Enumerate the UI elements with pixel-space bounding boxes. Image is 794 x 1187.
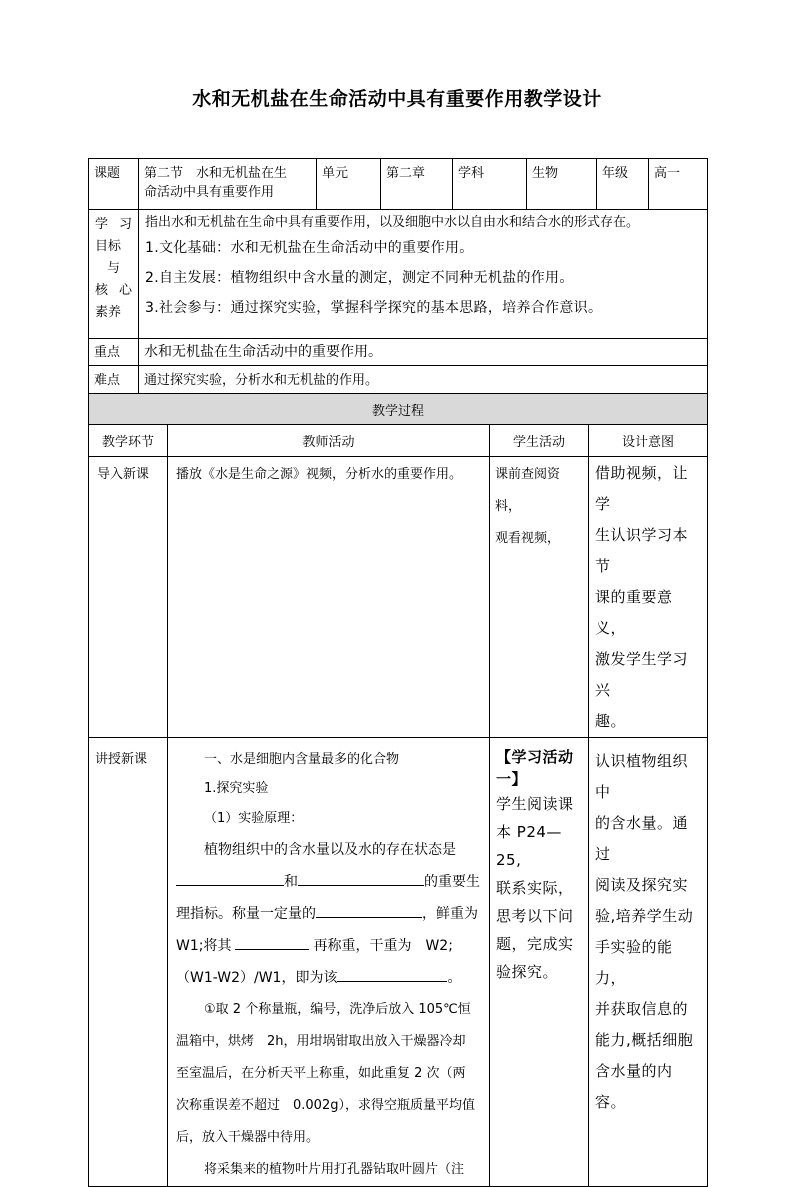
intro-intent-line: 课的重要意义， xyxy=(595,588,673,637)
principle-text: ，鲜重为 xyxy=(422,906,478,922)
lecture-intent-line: 验,培养学生动 xyxy=(595,907,694,925)
fill-blank[interactable] xyxy=(298,869,424,886)
intro-teacher: 播放《水是生命之源》视频，分析水的重要作用。 xyxy=(168,457,490,738)
goals-label-line: 目标 xyxy=(95,239,122,254)
method-line: 温箱中，烘烤 2h，用坩埚钳取出放入干燥器冷却 xyxy=(176,1034,466,1049)
lecture-sub1: 1.探究实验 xyxy=(204,781,269,796)
column-header-row xyxy=(89,425,708,457)
lecture-student-line: 一】 xyxy=(496,770,528,788)
method-line: 将采集来的植物叶片用打孔器钻取叶圆片（注 xyxy=(204,1162,465,1177)
principle-text: W1;将其 xyxy=(176,938,232,954)
intro-intent xyxy=(589,457,708,738)
principle-line xyxy=(176,962,481,994)
lecture-teacher xyxy=(168,738,490,1187)
fill-blank[interactable] xyxy=(235,933,309,950)
principle-text: 植物组织中的含水量以及水的存在状态是 xyxy=(204,842,456,858)
subject-label: 学科 xyxy=(453,159,527,210)
topic-row xyxy=(89,159,708,210)
goals-row xyxy=(89,210,708,339)
info-table xyxy=(88,158,708,394)
lecture-sub2: （1）实验原理： xyxy=(204,811,304,826)
lecture-intent-line: 的含水量。通过 xyxy=(595,814,689,863)
goals-label-line: 核 心 xyxy=(95,283,132,298)
goal-item: 2.自主发展：植物组织中含水量的测定，测定不同种无机盐的作用。 xyxy=(145,270,574,286)
intro-intent-line: 激发学生学习兴 xyxy=(595,650,689,699)
col-header-stage: 教学环节 xyxy=(89,425,168,457)
goals-content xyxy=(139,210,708,339)
lecture-intent-line: 含水量的内容。 xyxy=(595,1062,673,1111)
method-line: 至室温后，在分析天平上称重，如此重复 2 次（两 xyxy=(176,1066,466,1081)
lecture-intent-line: 阅读及探究实 xyxy=(595,876,689,894)
topic-label: 课题 xyxy=(89,159,139,210)
principle-text: 和 xyxy=(284,874,298,890)
lecture-row xyxy=(89,738,708,1187)
key-row xyxy=(89,339,708,366)
lecture-student-line: 学生阅读课 xyxy=(496,795,574,813)
method-line: ①取 2 个称量瓶，编号，洗净后放入 105℃恒 xyxy=(204,1002,471,1017)
fill-blank[interactable] xyxy=(316,901,422,918)
lecture-heading: 一、水是细胞内含量最多的化合物 xyxy=(204,752,400,767)
lecture-student-line: 联系实际， xyxy=(496,879,574,897)
principle-text: 再称重，干重为 W2; xyxy=(313,938,453,954)
lecture-intent xyxy=(589,738,708,1187)
lecture-intent-line: 能力,概括细胞 xyxy=(595,1031,694,1049)
fill-blank[interactable] xyxy=(176,869,284,886)
unit-label: 单元 xyxy=(317,159,381,210)
topic-value-line1: 第二节 水和无机盐在生 xyxy=(144,166,288,181)
intro-row xyxy=(89,457,708,738)
intro-intent-line: 趣。 xyxy=(595,712,627,730)
process-table xyxy=(88,393,708,1187)
goal-item: 1.文化基础：水和无机盐在生命活动中的重要作用。 xyxy=(145,240,474,256)
goals-label-line: 学 习 xyxy=(95,217,132,232)
lecture-stage: 讲授新课 xyxy=(89,738,168,1187)
difficulty-value: 通过探究实验，分析水和无机盐的作用。 xyxy=(139,366,708,394)
fill-blank[interactable] xyxy=(337,965,447,982)
process-header-row xyxy=(89,394,708,425)
lecture-intent-line: 并获取信息的 xyxy=(595,1000,689,1018)
goals-label-line: 与 xyxy=(106,261,120,276)
principle-line xyxy=(176,898,481,930)
intro-student-line: 课前查阅资料， xyxy=(495,467,561,514)
intro-intent-line: 借助视频，让学 xyxy=(595,464,689,513)
process-header: 教学过程 xyxy=(89,394,708,425)
lecture-intent-line: 手实验的能力， xyxy=(595,938,673,987)
col-header-teacher: 教师活动 xyxy=(168,425,490,457)
goals-label xyxy=(89,210,139,339)
lecture-student-line: 思考以下问 xyxy=(496,907,574,925)
lecture-intent-line: 认识植物组织中 xyxy=(595,752,689,801)
principle-line xyxy=(176,866,481,898)
intro-stage: 导入新课 xyxy=(89,457,168,738)
method-line: 次称重误差不超过 0.002g），求得空瓶质量平均值 xyxy=(176,1098,475,1113)
topic-value-line2: 命活动中具有重要作用 xyxy=(144,185,275,200)
key-value: 水和无机盐在生命活动中的重要作用。 xyxy=(139,339,708,366)
principle-text: （W1-W2）/W1，即为该 xyxy=(176,970,338,986)
goal-item: 3.社会参与：通过探究实验，掌握科学探究的基本思路，培养合作意识。 xyxy=(145,300,603,316)
principle-line xyxy=(176,834,481,866)
page-title: 水和无机盐在生命活动中具有重要作用教学设计 xyxy=(192,88,602,110)
lecture-student-line: 【学习活动 xyxy=(496,748,574,766)
key-label: 重点 xyxy=(89,339,139,366)
unit-value: 第二章 xyxy=(381,159,453,210)
col-header-student: 学生活动 xyxy=(490,425,589,457)
subject-value: 生物 xyxy=(527,159,597,210)
grade-label: 年级 xyxy=(597,159,649,210)
lecture-student-line: 题，完成实 xyxy=(496,935,574,953)
principle-text: 的重要生 xyxy=(424,874,480,890)
goals-label-line: 素养 xyxy=(95,305,122,320)
difficulty-row xyxy=(89,366,708,394)
goals-intro: 指出水和无机盐在生命中具有重要作用，以及细胞中水以自由水和结合水的形式存在。 xyxy=(145,215,640,230)
difficulty-label: 难点 xyxy=(89,366,139,394)
lecture-student-line: 验探究。 xyxy=(496,963,559,981)
principle-line xyxy=(176,930,481,962)
intro-intent-line: 生认识学习本节 xyxy=(595,526,689,575)
lecture-student-line: 本 P24—25, xyxy=(496,823,562,869)
method-line: 后，放入干燥器中待用。 xyxy=(176,1130,320,1145)
intro-student xyxy=(490,457,589,738)
lecture-student xyxy=(490,738,589,1187)
intro-student-line: 观看视频， xyxy=(495,531,561,546)
principle-text: 。 xyxy=(447,970,462,986)
topic-value xyxy=(139,159,317,210)
col-header-intent: 设计意图 xyxy=(589,425,708,457)
principle-text: 理指标。称量一定量的 xyxy=(176,906,316,922)
grade-value: 高一 xyxy=(649,159,708,210)
